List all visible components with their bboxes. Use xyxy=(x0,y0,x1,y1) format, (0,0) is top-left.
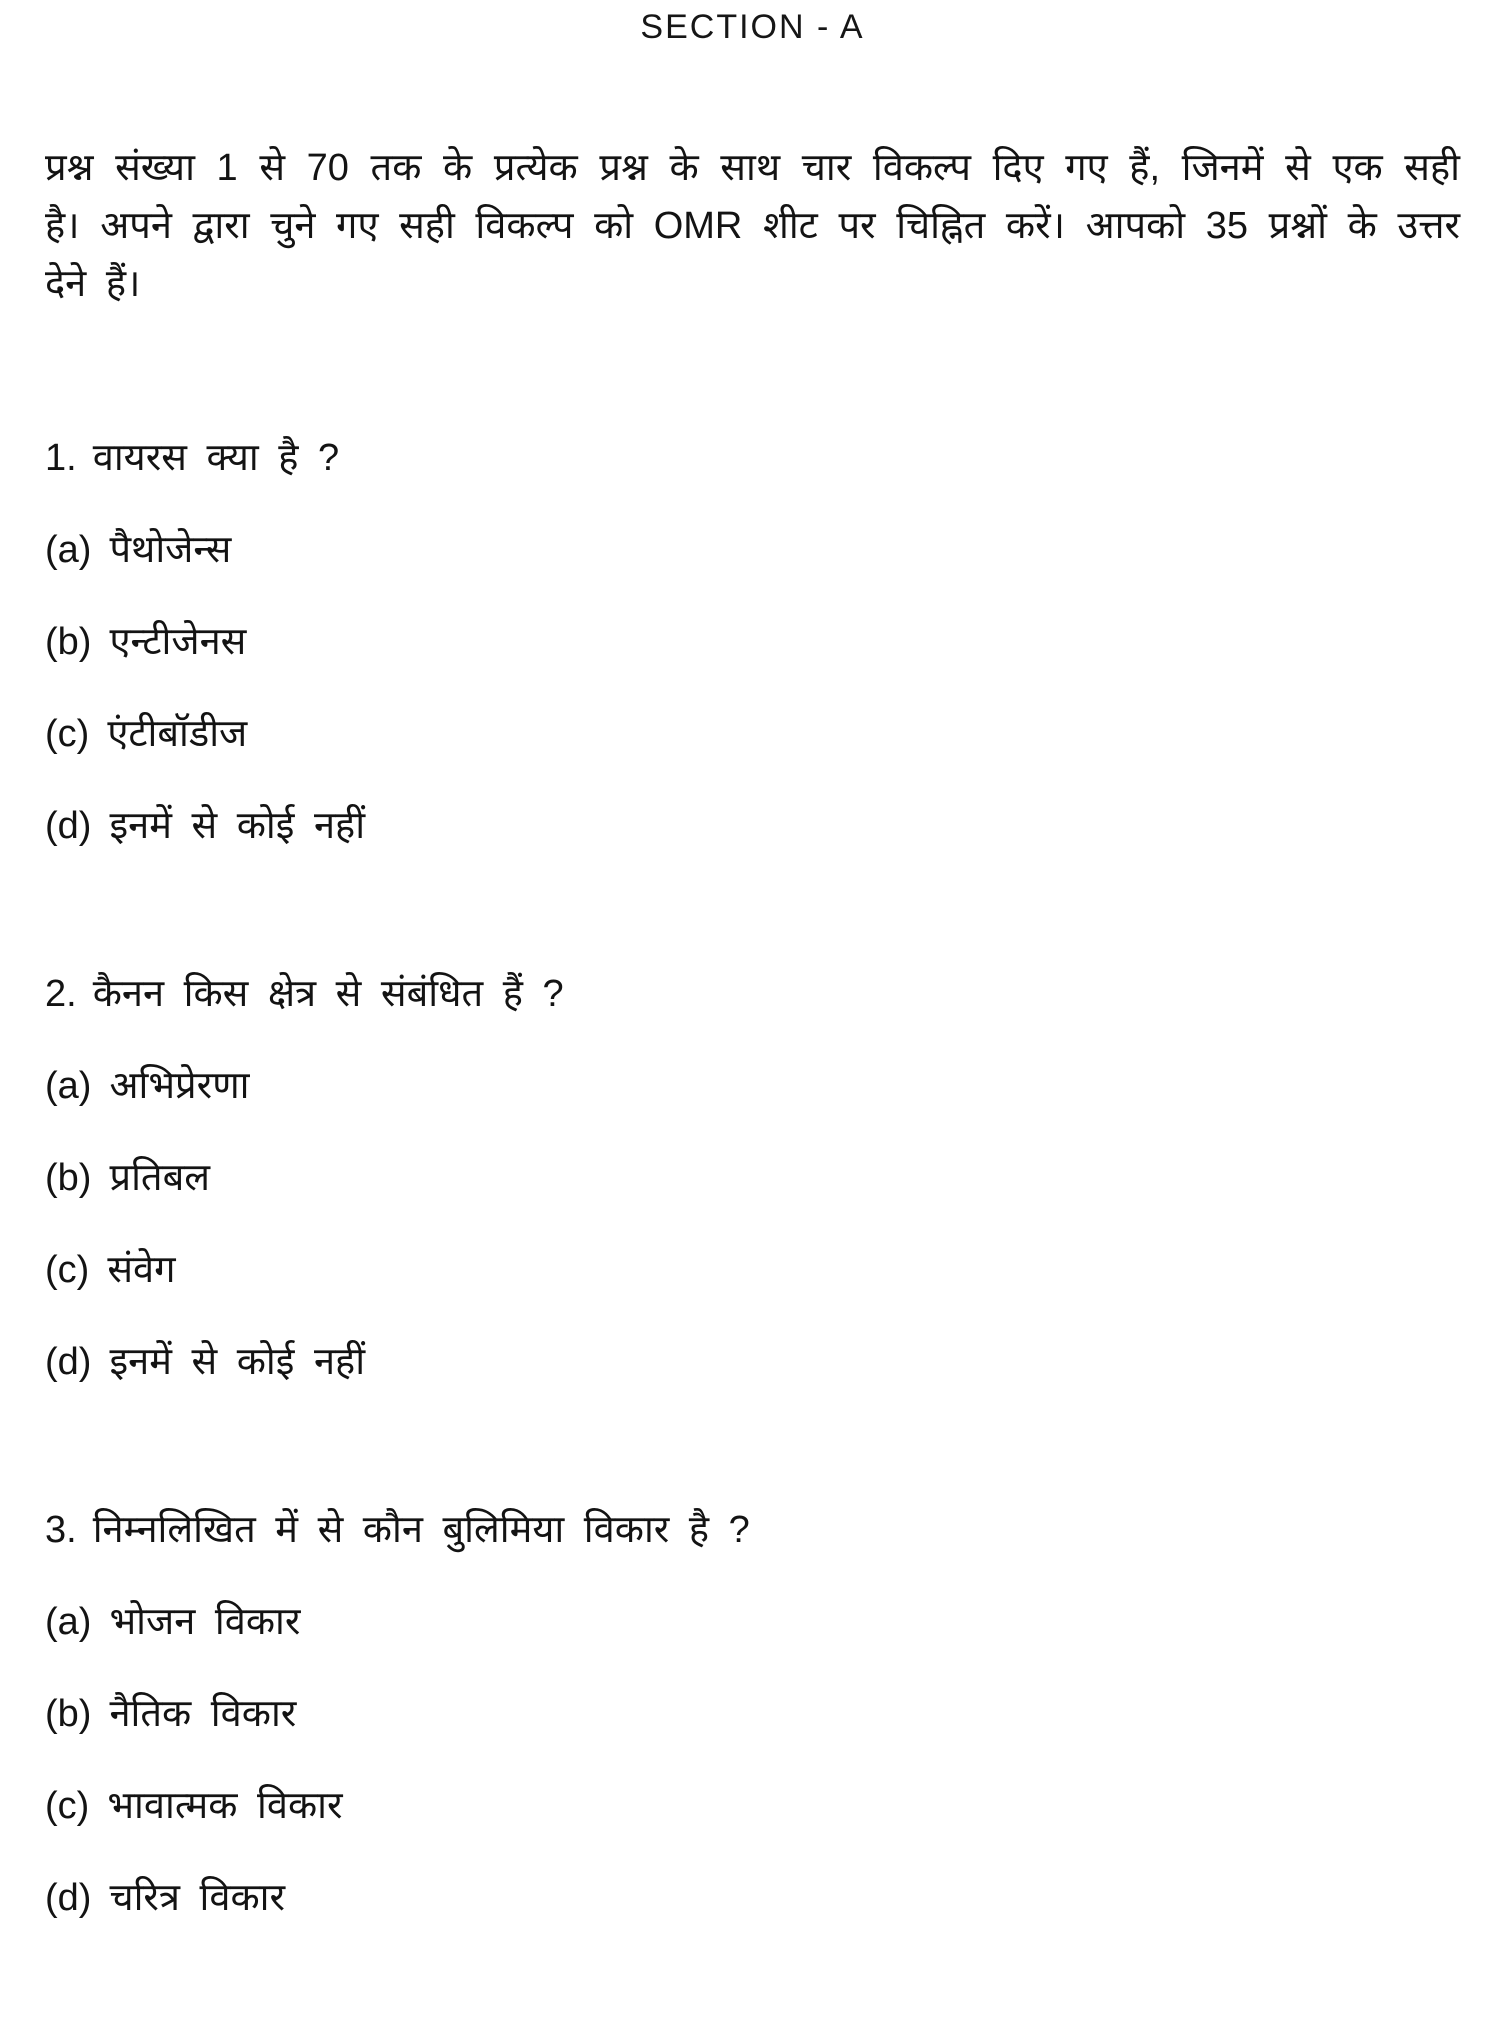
option-row xyxy=(45,1339,1460,1385)
question-block-2 xyxy=(45,971,1460,1385)
option-label: (c) xyxy=(45,1785,90,1827)
option-row xyxy=(45,803,1460,849)
option-text: अभिप्रेरणा xyxy=(109,1065,250,1107)
option-text: प्रतिबल xyxy=(109,1157,211,1199)
section-title: SECTION - A xyxy=(640,8,865,46)
option-row xyxy=(45,711,1460,757)
option-label: (a) xyxy=(45,1601,92,1643)
question-block-1 xyxy=(45,435,1460,849)
option-row xyxy=(45,1063,1460,1109)
option-row xyxy=(45,1155,1460,1201)
question-heading xyxy=(45,1507,1460,1553)
instructions-paragraph: प्रश्न संख्या 1 से 70 तक के प्रत्येक प्रश्न के साथ चार विकल्प दिए गए हैं, जिनमें से एक सही है। अपने द्वारा चुने गए सही विकल्प को OMR शीट पर चिह्नित करें। आपको 35 प्रश्नों के उत्तर देने हैं। xyxy=(45,147,1460,305)
option-label: (a) xyxy=(45,1065,92,1107)
option-text: भावात्मक विकार xyxy=(107,1785,343,1827)
question-text: कैनन किस क्षेत्र से संबंधित हैं ? xyxy=(92,973,564,1015)
option-text: भोजन विकार xyxy=(109,1601,301,1643)
question-number: 3. xyxy=(45,1509,77,1551)
option-text: चरित्र विकार xyxy=(109,1877,286,1919)
option-text: नैतिक विकार xyxy=(109,1693,297,1735)
option-row xyxy=(45,619,1460,665)
option-text: एंटीबॉडीज xyxy=(107,713,248,755)
option-label: (d) xyxy=(45,1877,92,1919)
option-row xyxy=(45,1599,1460,1645)
option-text: एन्टीजेनस xyxy=(109,621,247,663)
option-row xyxy=(45,1691,1460,1737)
option-label: (b) xyxy=(45,621,92,663)
question-number: 2. xyxy=(45,973,77,1015)
option-text: इनमें से कोई नहीं xyxy=(109,1341,366,1383)
question-text: वायरस क्या है ? xyxy=(92,437,340,479)
option-row xyxy=(45,1247,1460,1293)
question-block-3 xyxy=(45,1507,1460,1921)
option-row xyxy=(45,1875,1460,1921)
question-heading xyxy=(45,435,1460,481)
option-row xyxy=(45,527,1460,573)
question-heading xyxy=(45,971,1460,1017)
option-label: (a) xyxy=(45,529,92,571)
option-label: (d) xyxy=(45,1341,92,1383)
question-text: निम्नलिखित में से कौन बुलिमिया विकार है ? xyxy=(92,1509,750,1551)
question-number: 1. xyxy=(45,437,77,479)
option-label: (b) xyxy=(45,1693,92,1735)
option-label: (c) xyxy=(45,713,90,755)
option-label: (b) xyxy=(45,1157,92,1199)
option-text: इनमें से कोई नहीं xyxy=(109,805,366,847)
option-text: पैथोजेन्स xyxy=(109,529,232,571)
option-text: संवेग xyxy=(107,1249,176,1291)
option-label: (c) xyxy=(45,1249,90,1291)
option-row xyxy=(45,1783,1460,1829)
option-label: (d) xyxy=(45,805,92,847)
